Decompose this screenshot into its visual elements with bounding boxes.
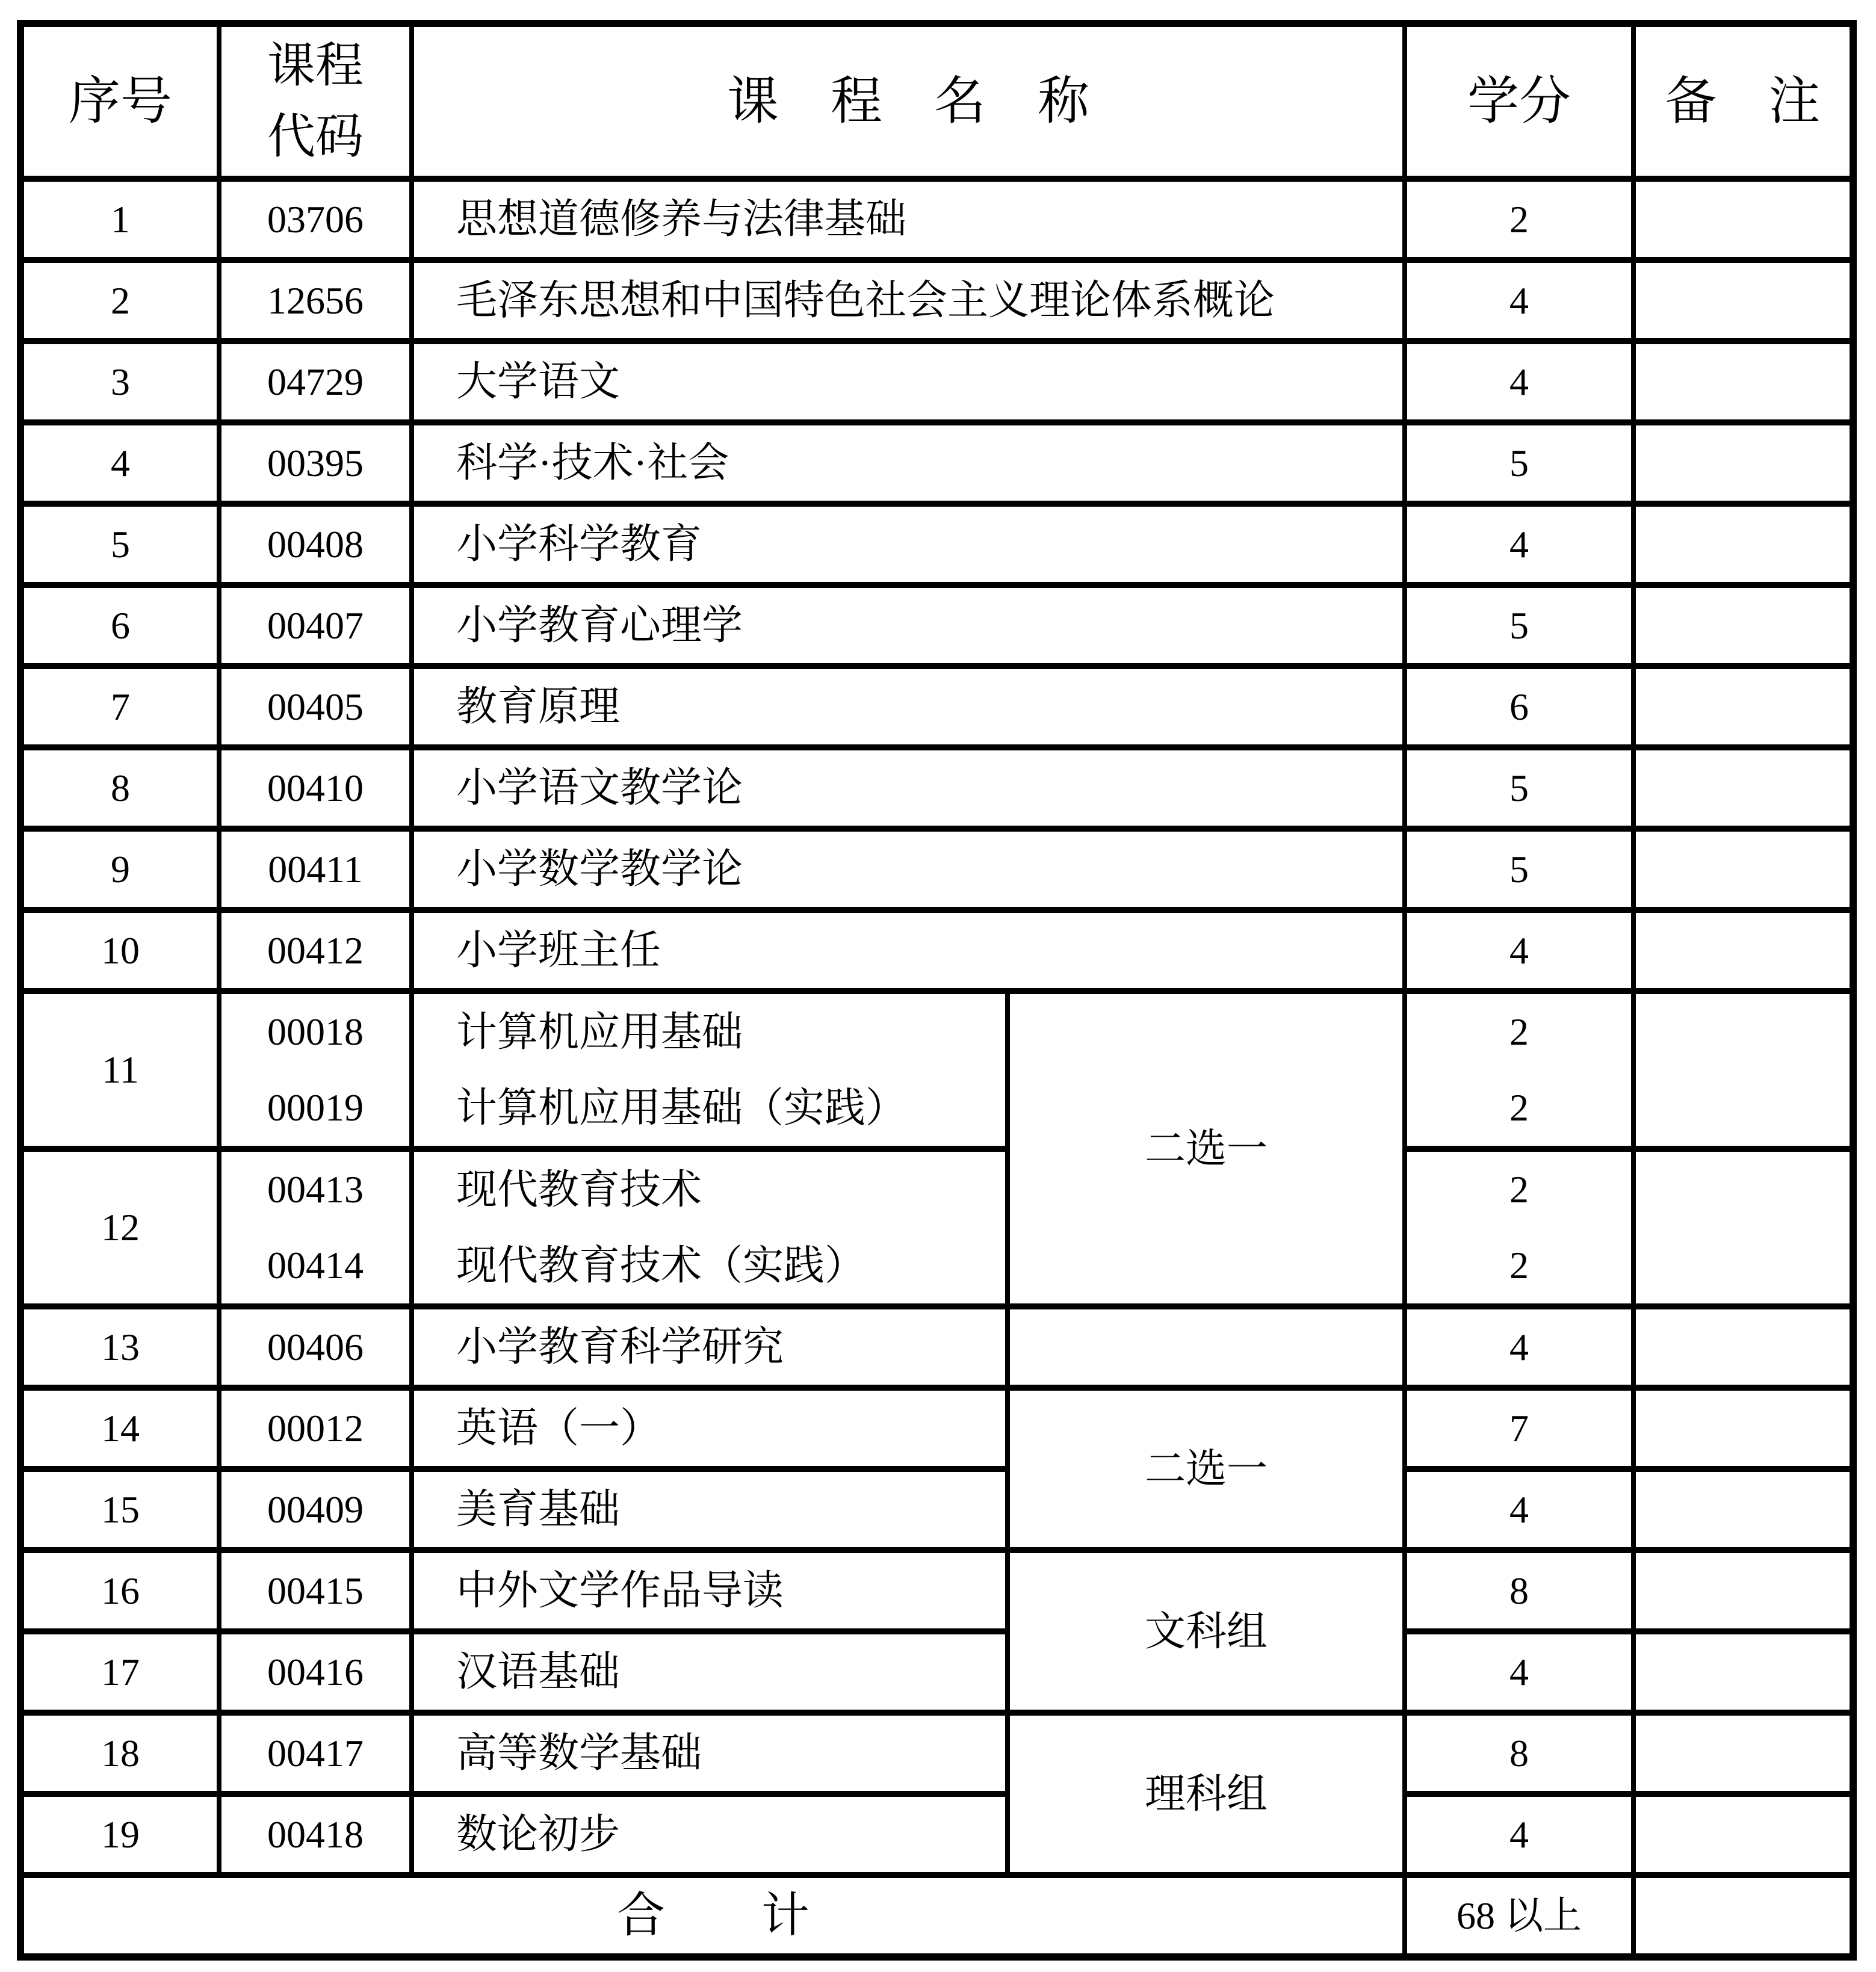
group-cell-liberal-arts: 文科组 (1008, 1550, 1405, 1713)
row-16-code: 00415 (219, 1550, 412, 1631)
row-15-code: 00409 (219, 1469, 412, 1550)
row-13-note (1633, 1306, 1853, 1388)
table-row-6 (20, 585, 1853, 666)
table-row-15 (20, 1469, 1853, 1550)
row-7-no: 7 (20, 666, 219, 747)
row-7-name: 教育原理 (412, 666, 1405, 747)
row-12-code-2: 00414 (267, 1244, 364, 1287)
row-10-note (1633, 910, 1853, 991)
row-7-credit: 6 (1405, 666, 1633, 747)
total-note (1633, 1875, 1853, 1957)
row-11-name-2: 计算机应用基础（实践） (456, 1084, 907, 1131)
row-2-credit: 4 (1405, 260, 1633, 341)
row-11-no: 11 (20, 991, 219, 1149)
row-11-credit-1: 2 (1509, 1010, 1529, 1054)
table-row-19 (20, 1794, 1853, 1875)
row-11-name (412, 991, 1008, 1149)
table-row-16 (20, 1550, 1853, 1631)
row-16-name: 中外文学作品导读 (412, 1550, 1008, 1631)
table-row-3 (20, 341, 1853, 422)
row-17-code: 00416 (219, 1631, 412, 1713)
row-10-no: 10 (20, 910, 219, 991)
row-5-name: 小学科学教育 (412, 504, 1405, 585)
table-row-13 (20, 1306, 1853, 1388)
row-4-credit: 5 (1405, 422, 1633, 504)
row-11-name-1: 计算机应用基础 (456, 1009, 743, 1055)
table-row-10 (20, 910, 1853, 991)
row-11-code (219, 991, 412, 1149)
table-row-2 (20, 260, 1853, 341)
row-17-name: 汉语基础 (412, 1631, 1008, 1713)
row-12-name (412, 1149, 1008, 1306)
total-row (20, 1875, 1853, 1957)
row-13-credit: 4 (1405, 1306, 1633, 1388)
row-13-name: 小学教育科学研究 (412, 1306, 1008, 1388)
row-14-note (1633, 1388, 1853, 1469)
row-16-note (1633, 1550, 1853, 1631)
row-6-credit: 5 (1405, 585, 1633, 666)
row-11-note (1633, 991, 1853, 1149)
row-11-credit (1405, 991, 1633, 1149)
row-11-code-2: 00019 (267, 1086, 364, 1130)
row-8-no: 8 (20, 747, 219, 829)
row-17-note (1633, 1631, 1853, 1713)
row-5-code: 00408 (219, 504, 412, 585)
row-18-note (1633, 1713, 1853, 1794)
row-8-code: 00410 (219, 747, 412, 829)
row-14-code: 00012 (219, 1388, 412, 1469)
row-3-code: 04729 (219, 341, 412, 422)
row-3-name: 大学语文 (412, 341, 1405, 422)
row-18-name: 高等数学基础 (412, 1713, 1008, 1794)
row-18-no: 18 (20, 1713, 219, 1794)
row-19-name: 数论初步 (412, 1794, 1008, 1875)
table-row-17 (20, 1631, 1853, 1713)
row-2-note (1633, 260, 1853, 341)
row-12-note (1633, 1149, 1853, 1306)
row-15-credit: 4 (1405, 1469, 1633, 1550)
table-row-4 (20, 422, 1853, 504)
total-label: 合 计 (20, 1875, 1405, 1957)
row-8-name: 小学语文教学论 (412, 747, 1405, 829)
table-row-14 (20, 1388, 1853, 1469)
header-course-code-line1: 课程 (267, 39, 364, 93)
table-row-1 (20, 179, 1853, 260)
group-cell-science: 理科组 (1008, 1713, 1405, 1875)
row-2-name: 毛泽东思想和中国特色社会主义理论体系概论 (412, 260, 1405, 341)
row-18-credit: 8 (1405, 1713, 1633, 1794)
row-10-name: 小学班主任 (412, 910, 1405, 991)
row-9-note (1633, 829, 1853, 910)
row-9-credit: 5 (1405, 829, 1633, 910)
row-10-credit: 4 (1405, 910, 1633, 991)
row-17-credit: 4 (1405, 1631, 1633, 1713)
row-13-group-empty (1008, 1306, 1405, 1388)
row-14-credit: 7 (1405, 1388, 1633, 1469)
row-3-note (1633, 341, 1853, 422)
group-cell-choose-one-a: 二选一 (1008, 991, 1405, 1306)
row-4-code: 00395 (219, 422, 412, 504)
row-4-no: 4 (20, 422, 219, 504)
row-14-name: 英语（一） (412, 1388, 1008, 1469)
row-6-note (1633, 585, 1853, 666)
table-row-9 (20, 829, 1853, 910)
row-13-no: 13 (20, 1306, 219, 1388)
row-12-credit (1405, 1149, 1633, 1306)
row-9-name: 小学数学教学论 (412, 829, 1405, 910)
table-row-12 (20, 1149, 1853, 1306)
row-5-note (1633, 504, 1853, 585)
row-19-code: 00418 (219, 1794, 412, 1875)
header-course-code-line2: 代码 (267, 110, 364, 164)
row-17-no: 17 (20, 1631, 219, 1713)
row-6-name: 小学教育心理学 (412, 585, 1405, 666)
course-schedule-table (17, 20, 1857, 1961)
table-row-18 (20, 1713, 1853, 1794)
row-6-code: 00407 (219, 585, 412, 666)
header-note: 备 注 (1633, 23, 1853, 179)
row-15-note (1633, 1469, 1853, 1550)
row-12-name-1: 现代教育技术 (456, 1166, 702, 1213)
row-11-code-1: 00018 (267, 1010, 364, 1054)
row-1-code: 03706 (219, 179, 412, 260)
row-12-name-2: 现代教育技术（实践） (456, 1242, 866, 1288)
row-2-code: 12656 (219, 260, 412, 341)
row-18-code: 00417 (219, 1713, 412, 1794)
table-row-5 (20, 504, 1853, 585)
table-row-8 (20, 747, 1853, 829)
header-no: 序号 (20, 23, 219, 179)
header-course-name: 课 程 名 称 (412, 23, 1405, 179)
row-11-credit-2: 2 (1509, 1086, 1529, 1130)
header-credit: 学分 (1405, 23, 1633, 179)
row-8-credit: 5 (1405, 747, 1633, 829)
row-6-no: 6 (20, 585, 219, 666)
row-1-name: 思想道德修养与法律基础 (412, 179, 1405, 260)
table-row-7 (20, 666, 1853, 747)
row-12-credit-2: 2 (1509, 1244, 1529, 1287)
row-7-note (1633, 666, 1853, 747)
total-credit: 68 以上 (1405, 1875, 1633, 1957)
row-16-credit: 8 (1405, 1550, 1633, 1631)
row-12-credit-1: 2 (1509, 1168, 1529, 1211)
header-course-code (219, 23, 412, 179)
row-8-note (1633, 747, 1853, 829)
row-3-credit: 4 (1405, 341, 1633, 422)
header-row (20, 23, 1853, 179)
row-1-note (1633, 179, 1853, 260)
row-10-code: 00412 (219, 910, 412, 991)
row-16-no: 16 (20, 1550, 219, 1631)
row-12-code-1: 00413 (267, 1168, 364, 1211)
row-3-no: 3 (20, 341, 219, 422)
row-19-no: 19 (20, 1794, 219, 1875)
row-15-no: 15 (20, 1469, 219, 1550)
row-1-no: 1 (20, 179, 219, 260)
row-4-name: 科学·技术·社会 (412, 422, 1405, 504)
row-4-note (1633, 422, 1853, 504)
row-12-code (219, 1149, 412, 1306)
row-7-code: 00405 (219, 666, 412, 747)
row-13-code: 00406 (219, 1306, 412, 1388)
row-5-no: 5 (20, 504, 219, 585)
row-19-credit: 4 (1405, 1794, 1633, 1875)
row-12-no: 12 (20, 1149, 219, 1306)
row-15-name: 美育基础 (412, 1469, 1008, 1550)
row-19-note (1633, 1794, 1853, 1875)
row-9-no: 9 (20, 829, 219, 910)
row-9-code: 00411 (219, 829, 412, 910)
row-14-no: 14 (20, 1388, 219, 1469)
group-cell-choose-one-b: 二选一 (1008, 1388, 1405, 1550)
table-row-11 (20, 991, 1853, 1149)
row-5-credit: 4 (1405, 504, 1633, 585)
row-2-no: 2 (20, 260, 219, 341)
row-1-credit: 2 (1405, 179, 1633, 260)
